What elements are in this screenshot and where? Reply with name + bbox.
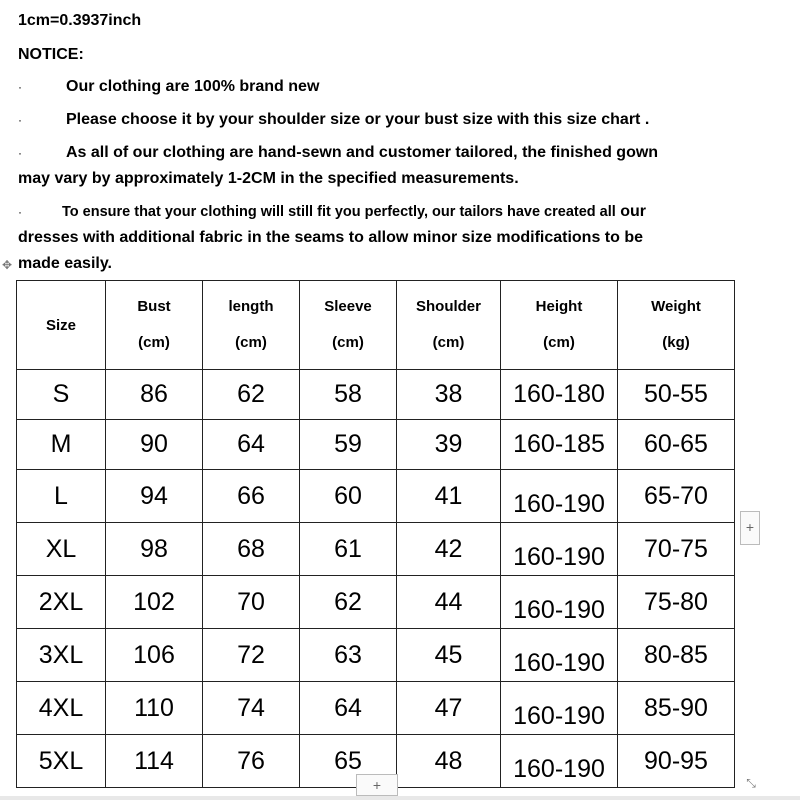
header-cell — [300, 281, 397, 370]
header-cell — [618, 281, 735, 370]
bullet-marker: · — [18, 146, 22, 160]
cell-length: 74 — [203, 682, 300, 735]
cell-sleeve: 64 — [300, 682, 397, 735]
header-length-unit: (cm) — [235, 334, 267, 351]
cell-size: M — [17, 420, 106, 470]
header-cell — [106, 281, 203, 370]
cell-sleeve: 58 — [300, 370, 397, 420]
cell-length: 62 — [203, 370, 300, 420]
cell-weight: 80-85 — [618, 629, 735, 682]
notice-line-made-easily: made easily. — [18, 255, 112, 272]
cell-weight: 70-75 — [618, 523, 735, 576]
notice-heading: NOTICE: — [18, 46, 84, 63]
cell-length: 64 — [203, 420, 300, 470]
table-row — [17, 629, 735, 682]
cell-bust: 110 — [106, 682, 203, 735]
cell-weight: 85-90 — [618, 682, 735, 735]
cell-length: 76 — [203, 735, 300, 788]
cell-height: 160-190 — [501, 735, 618, 788]
cell-shoulder: 41 — [397, 470, 501, 523]
cell-height: 160-180 — [501, 370, 618, 420]
header-size-label: Size — [45, 316, 76, 334]
bottom-strip — [0, 796, 800, 800]
cell-bust: 86 — [106, 370, 203, 420]
notice-line-brand-new: Our clothing are 100% brand new — [66, 78, 320, 95]
header-sleeve-label: Sleeve — [324, 298, 372, 315]
header-cell — [203, 281, 300, 370]
unit-conversion: 1cm=0.3937inch — [18, 12, 142, 29]
cell-shoulder: 48 — [397, 735, 501, 788]
notice-line-fabric: dresses with additional fabric in the seams to allow minor size modifications to be — [18, 229, 644, 246]
cell-bust: 106 — [106, 629, 203, 682]
table-row — [17, 370, 735, 420]
table-body — [17, 370, 735, 788]
header-height-label: Height — [535, 298, 583, 315]
header-sleeve-unit: (cm) — [332, 334, 364, 351]
cell-size: 2XL — [17, 576, 106, 629]
notice-line-variance: may vary by approximately 1-2CM in the specified measurements. — [18, 170, 519, 187]
cell-length: 70 — [203, 576, 300, 629]
size-chart-table — [16, 280, 735, 788]
cell-size: 3XL — [17, 629, 106, 682]
cell-length: 72 — [203, 629, 300, 682]
table-row — [17, 420, 735, 470]
cell-length: 68 — [203, 523, 300, 576]
cell-size: 4XL — [17, 682, 106, 735]
table-row — [17, 576, 735, 629]
bullet-marker: · — [18, 80, 22, 94]
cell-height: 160-185 — [501, 420, 618, 470]
cell-shoulder: 42 — [397, 523, 501, 576]
cell-sleeve: 63 — [300, 629, 397, 682]
cell-weight: 50-55 — [618, 370, 735, 420]
header-shoulder-label: Shoulder — [415, 298, 481, 315]
cell-height: 160-190 — [501, 470, 618, 523]
table-row — [17, 470, 735, 523]
header-shoulder-unit: (cm) — [432, 334, 465, 351]
cell-length: 66 — [203, 470, 300, 523]
header-cell — [501, 281, 618, 370]
bullet-marker: · — [18, 205, 22, 219]
cell-shoulder: 47 — [397, 682, 501, 735]
cell-shoulder: 38 — [397, 370, 501, 420]
cell-bust: 90 — [106, 420, 203, 470]
notice-line-hand-sewn: As all of our clothing are hand-sewn and customer tailored, the finished gown — [66, 144, 659, 161]
table-move-icon[interactable]: ✥ — [1, 258, 13, 272]
cell-sleeve: 62 — [300, 576, 397, 629]
table-resize-icon[interactable]: ⤡ — [746, 776, 756, 790]
cell-height: 160-190 — [501, 629, 618, 682]
notice-line-tailors-our: our — [620, 203, 647, 220]
cell-bust: 102 — [106, 576, 203, 629]
cell-sleeve: 60 — [300, 470, 397, 523]
cell-size: L — [17, 470, 106, 523]
header-cell — [17, 281, 106, 370]
cell-bust: 114 — [106, 735, 203, 788]
header-bust-label: Bust — [137, 298, 171, 315]
cell-size: S — [17, 370, 106, 420]
cell-bust: 98 — [106, 523, 203, 576]
header-height-unit: (cm) — [543, 334, 575, 351]
cell-shoulder: 39 — [397, 420, 501, 470]
header-length-label: length — [228, 298, 274, 315]
cell-weight: 60-65 — [618, 420, 735, 470]
cell-bust: 94 — [106, 470, 203, 523]
notice-line-choose-size: Please choose it by your shoulder size or your bust size with this size chart . — [66, 111, 650, 128]
table-row — [17, 682, 735, 735]
cell-size: 5XL — [17, 735, 106, 788]
cell-shoulder: 44 — [397, 576, 501, 629]
cell-sleeve: 59 — [300, 420, 397, 470]
table-header-row — [17, 281, 735, 370]
bullet-marker: · — [18, 113, 22, 127]
add-column-button[interactable]: + — [740, 511, 760, 545]
table-row — [17, 523, 735, 576]
notice-line-tailors-small: To ensure that your clothing will still fit you perfectly, our tailors have created all — [62, 204, 616, 220]
cell-weight: 65-70 — [618, 470, 735, 523]
cell-weight: 75-80 — [618, 576, 735, 629]
header-bust-unit: (cm) — [138, 334, 170, 351]
add-row-button[interactable]: + — [356, 774, 398, 796]
cell-height: 160-190 — [501, 576, 618, 629]
header-cell — [397, 281, 501, 370]
cell-sleeve: 61 — [300, 523, 397, 576]
cell-height: 160-190 — [501, 682, 618, 735]
notice-line-tailors — [62, 202, 646, 222]
header-weight-label: Weight — [651, 298, 701, 315]
cell-shoulder: 45 — [397, 629, 501, 682]
cell-size: XL — [17, 523, 106, 576]
cell-weight: 90-95 — [618, 735, 735, 788]
cell-height: 160-190 — [501, 523, 618, 576]
header-weight-unit: (kg) — [662, 334, 690, 351]
cell-sleeve: 65 — [300, 735, 397, 788]
